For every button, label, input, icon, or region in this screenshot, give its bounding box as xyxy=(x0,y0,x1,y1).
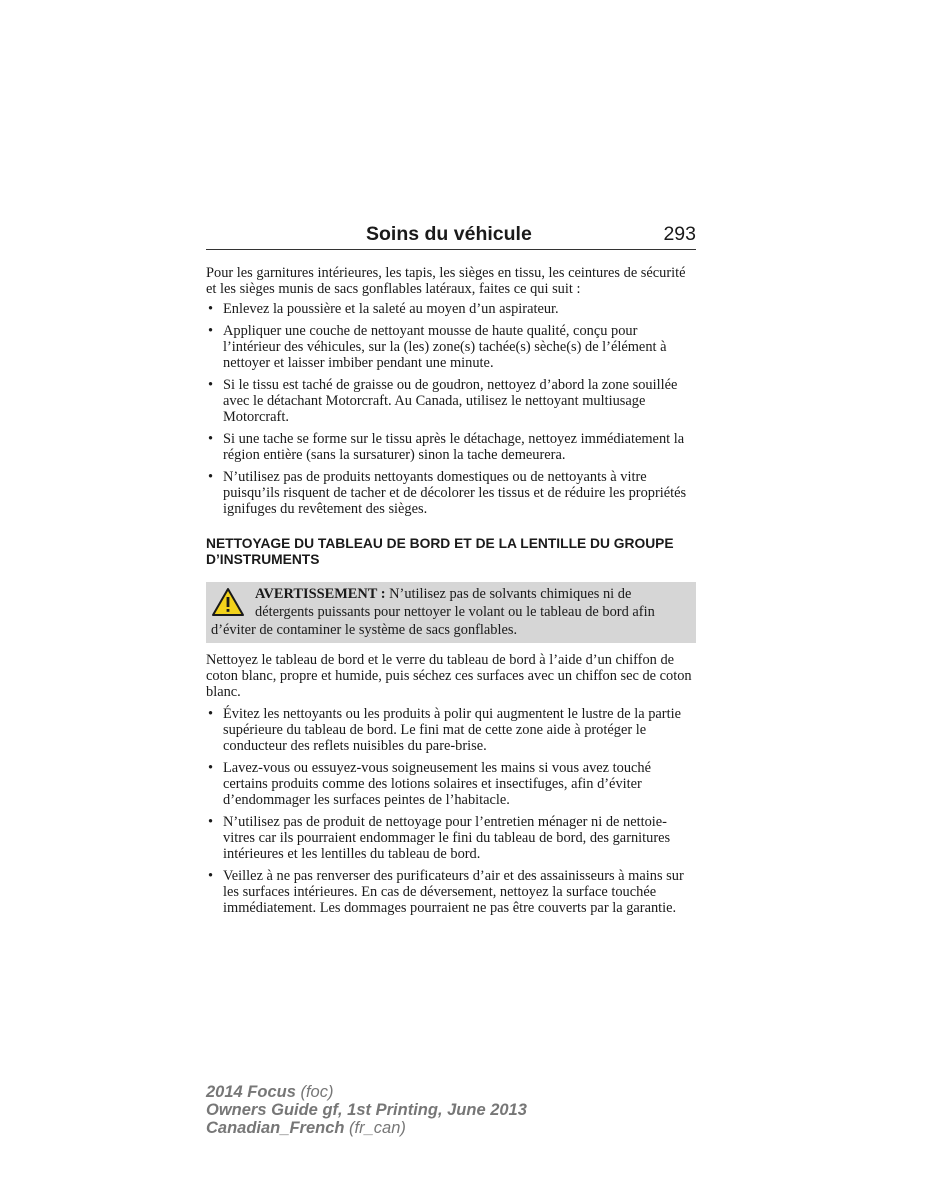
footer-line-language xyxy=(206,1119,527,1137)
section-heading: NETTOYAGE DU TABLEAU DE BORD ET DE LA LENTILLE DU GROUPE D’INSTRUMENTS xyxy=(206,536,674,567)
list-item: • Appliquer une couche de nettoyant mousse de haute qualité, conçu pour l’intérieur des véhicules, sur la (les) zone(s) tachée(s) sèche(s) de l’élément à nettoyer et laisser imbiber pendant une minute. xyxy=(206,323,696,371)
list-item: • Évitez les nettoyants ou les produits à polir qui augmentent le lustre de la partie supérieure du tableau de bord. Le fini mat de cette zone aide à protéger le conducteur des reflets nuisibles du pare-brise. xyxy=(206,706,696,754)
warning-label: AVERTISSEMENT : xyxy=(255,586,386,602)
warning-text: N’utilisez pas de solvants chimiques ni de détergents puissants pour nettoyer le volant ou le tableau de bord afin d’éviter de contaminer le système de sacs gonflables. xyxy=(211,586,655,638)
page-number: 293 xyxy=(663,223,696,245)
list-item: • N’utilisez pas de produit de nettoyage pour l’entretien ménager ni de nettoie-vitres car ils pourraient endommager le fini du tableau de bord, des garnitures intérieures et les lentilles du tableau de bord. xyxy=(206,814,696,862)
list-item: • Veillez à ne pas renverser des purificateurs d’air et des assainisseurs à mains sur les surfaces intérieures. En cas de déversement, nettoyez la surface touchée immédiatement. Les dommages pourraient ne pas être couverts par la garantie. xyxy=(206,868,696,916)
list-item: • Lavez-vous ou essuyez-vous soigneusement les mains si vous avez touché certains produits comme des lotions solaires et insectifuges, afin d’éviter d’endommager les surfaces peintes de l’habitacle. xyxy=(206,760,696,808)
intro-paragraph: Pour les garnitures intérieures, les tapis, les sièges en tissu, les ceintures de sécurité et les sièges munis de sacs gonflables latéraux, faites ce qui suit : xyxy=(206,265,686,297)
list-item: • Si le tissu est taché de graisse ou de goudron, nettoyez d’abord la zone souillée avec le détachant Motorcraft. Au Canada, utilisez le nettoyant multiusage Motorcraft. xyxy=(206,377,696,425)
footer-model-code: (foc) xyxy=(295,1083,334,1101)
list-item: • N’utilisez pas de produits nettoyants domestiques ou de nettoyants à vitre puisqu’ils risquent de tacher et de décolorer les tissus et de réduire les propriétés ignifuges du revêtement des sièges. xyxy=(206,469,696,517)
warning-triangle-icon xyxy=(211,587,245,617)
footer-model: 2014 Focus xyxy=(206,1083,296,1101)
footer-line-printing xyxy=(206,1101,527,1119)
page-content xyxy=(206,223,696,916)
warning-box xyxy=(206,582,696,643)
list-item: • Si une tache se forme sur le tissu après le détachage, nettoyez immédiatement la région entière (sans la sursaturer) sinon la tache demeurera. xyxy=(206,431,696,463)
footer-printing: Owners Guide gf, 1st Printing, June 2013 xyxy=(206,1101,527,1119)
page-footer xyxy=(206,1083,527,1137)
footer-line-model xyxy=(206,1083,527,1101)
footer-language: Canadian_French xyxy=(206,1119,345,1137)
cleaning-paragraph: Nettoyez le tableau de bord et le verre du tableau de bord à l’aide d’un chiffon de coton blanc, propre et humide, puis séchez ces surfaces avec un chiffon sec de coton blanc. xyxy=(206,652,692,700)
list-item: • Enlevez la poussière et la saleté au moyen d’un aspirateur. xyxy=(206,301,696,317)
footer-language-code: (fr_can) xyxy=(344,1119,406,1137)
intro-bullet-list xyxy=(206,301,696,517)
cleaning-bullet-list xyxy=(206,706,696,916)
page-header xyxy=(206,223,696,250)
section-title: Soins du véhicule xyxy=(366,223,532,245)
